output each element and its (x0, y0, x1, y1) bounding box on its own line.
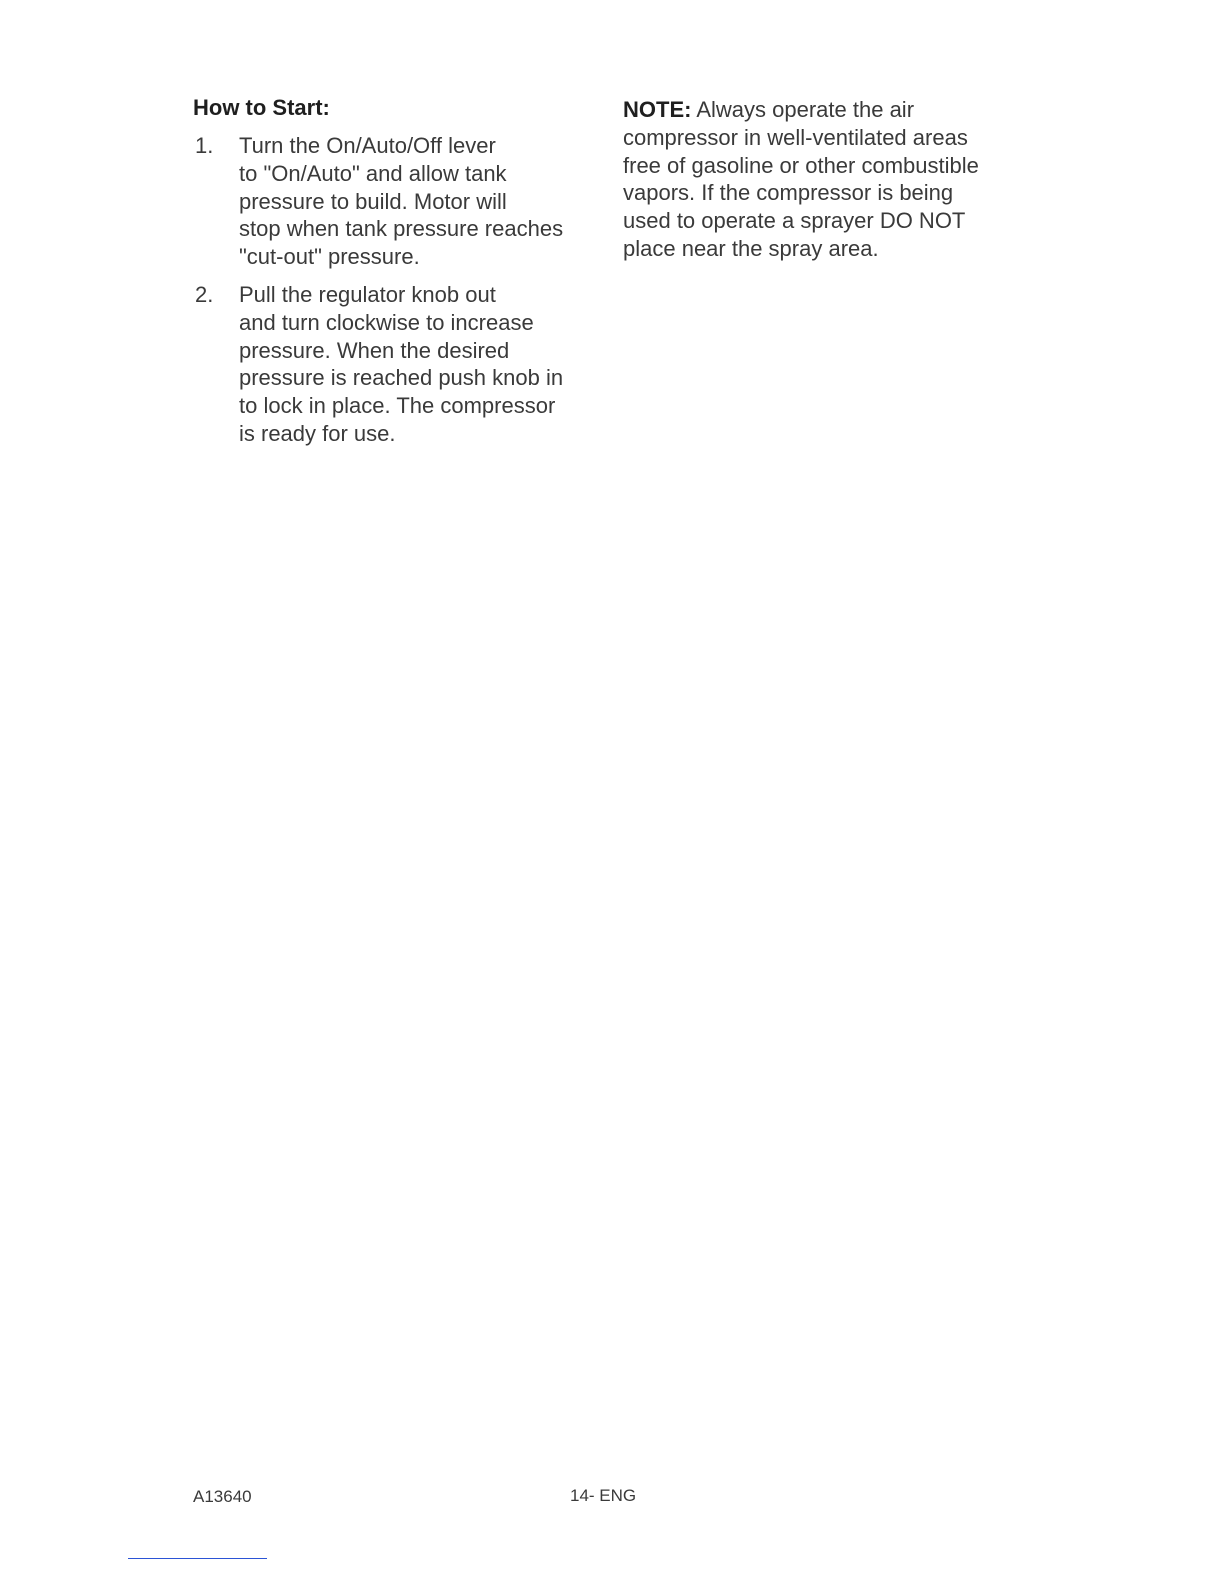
step-text-line: Pull the regulator knob out (239, 281, 496, 307)
note-text-line: place near the spray area. (623, 235, 879, 261)
step-text-line: is ready for use. (239, 420, 396, 446)
step-text-line: to "On/Auto" and allow tank (239, 160, 507, 186)
note-text-line: vapors. If the compressor is being (623, 180, 954, 206)
note-first-line-text: Always operate the air (691, 97, 915, 122)
note-text-line: used to operate a sprayer DO NOT (623, 208, 966, 234)
document-code: A13640 (193, 1487, 252, 1506)
step-text-line: pressure to build. Motor will (239, 188, 507, 214)
note-first-line (623, 96, 1023, 124)
note-label: NOTE: (623, 97, 692, 122)
how-to-start-section (193, 94, 593, 458)
section-heading: How to Start: (193, 95, 330, 120)
step-2 (193, 281, 593, 448)
step-text-line: pressure. When the desired (239, 337, 510, 363)
step-text-line: stop when tank pressure reaches (239, 216, 564, 242)
note-text-line: free of gasoline or other combustible (623, 152, 979, 178)
step-number: 1. (195, 133, 214, 158)
step-text-line: "cut-out" pressure. (239, 244, 420, 270)
step-text-line: Turn the On/Auto/Off lever (239, 133, 496, 158)
step-1 (193, 132, 593, 271)
note-text-line: compressor in well-ventilated areas (623, 124, 968, 150)
step-text-line: pressure is reached push knob in (239, 365, 564, 391)
step-number: 2. (195, 281, 214, 307)
page-number: 14- ENG (570, 1486, 637, 1505)
note-section (623, 96, 1023, 263)
bottom-rule-line (128, 1558, 267, 1559)
step-text-line: and turn clockwise to increase (239, 309, 534, 335)
step-text-line: to lock in place. The compressor (239, 393, 556, 419)
steps-list (193, 132, 593, 448)
